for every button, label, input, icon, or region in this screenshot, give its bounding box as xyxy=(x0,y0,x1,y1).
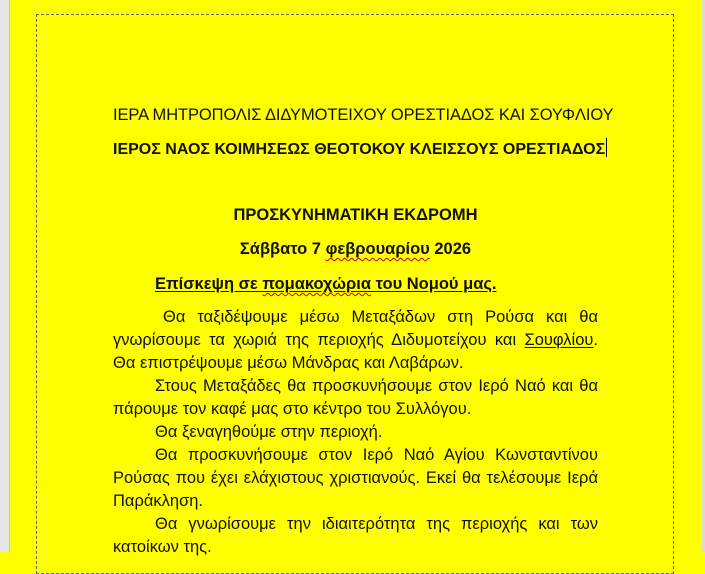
paragraph-1-part-b: . Θα επιστρέψουμε μέσω Μάνδρας και Λαβάρων. xyxy=(113,331,598,372)
header-line-1: ΙΕΡΑ ΜΗΤΡΟΠΟΛΙΣ ΔΙΔΥΜΟΤΕΙΧΟΥ ΟΡΕΣΤΙΑΔΟΣ ΚΑΙ ΣΟΥΦΛΙΟΥ xyxy=(113,106,614,124)
event-date xyxy=(113,238,598,261)
event-subtitle xyxy=(113,273,598,296)
document-page[interactable] xyxy=(10,0,702,556)
header-line-2 xyxy=(113,138,606,161)
left-ruler-edge xyxy=(0,0,10,552)
paragraph-1 xyxy=(113,306,598,375)
paragraph-4: Θα προσκυνήσουμε στον Ιερό Ναό Αγίου Κωνσταντίνου Ρούσας που έχει ελάχιστους χριστιανούς. Εκεί θα τελέσουμε Ιερά Παράκληση. xyxy=(113,446,598,510)
paragraph-3: Θα ξεναγηθούμε στην περιοχή. xyxy=(155,423,383,441)
event-date-year: 2026 xyxy=(429,240,472,258)
subtitle-word: πομακοχώρια xyxy=(262,275,371,293)
paragraph-2: Στους Μεταξάδες θα προσκυνήσουμε στον Ιερό Ναό και θα πάρουμε τον καφέ μας στο κέντρο του Συλλόγου. xyxy=(113,377,598,418)
text-cursor xyxy=(606,138,607,157)
document-content[interactable] xyxy=(113,104,614,559)
subtitle-part-b: του Νομού μας. xyxy=(371,275,497,293)
event-subtitle-text xyxy=(155,273,497,296)
event-date-month: φεβρουαρίου xyxy=(325,240,430,258)
paragraph-1-part-a: Θα ταξιδέψουμε μέσω Μεταξάδων στη Ρούσα και θα γνωρίσουμε τα χωριά της περιοχής Διδυμοτείχου και xyxy=(113,308,598,349)
paragraph-1-word: Σουφλίου xyxy=(524,331,594,349)
body-text xyxy=(113,306,598,559)
subtitle-part-a: Επίσκεψη σε xyxy=(155,275,263,293)
event-title: ΠΡΟΣΚΥΝΗΜΑΤΙΚΗ ΕΚΔΡΟΜΗ xyxy=(233,206,478,224)
paragraph-5: Θα γνωρίσουμε την ιδιαιτερότητα της περιοχής και των κατοίκων της. xyxy=(113,515,598,556)
church-name: ΙΕΡΟΣ ΝΑΟΣ ΚΟΙΜΗΣΕΩΣ ΘΕΟΤΟΚΟΥ ΚΛΕΙΣΣΟΥΣ ΟΡΕΣΤΙΑΔΟΣ xyxy=(113,141,606,158)
event-date-prefix: Σάββατο 7 xyxy=(239,240,326,258)
